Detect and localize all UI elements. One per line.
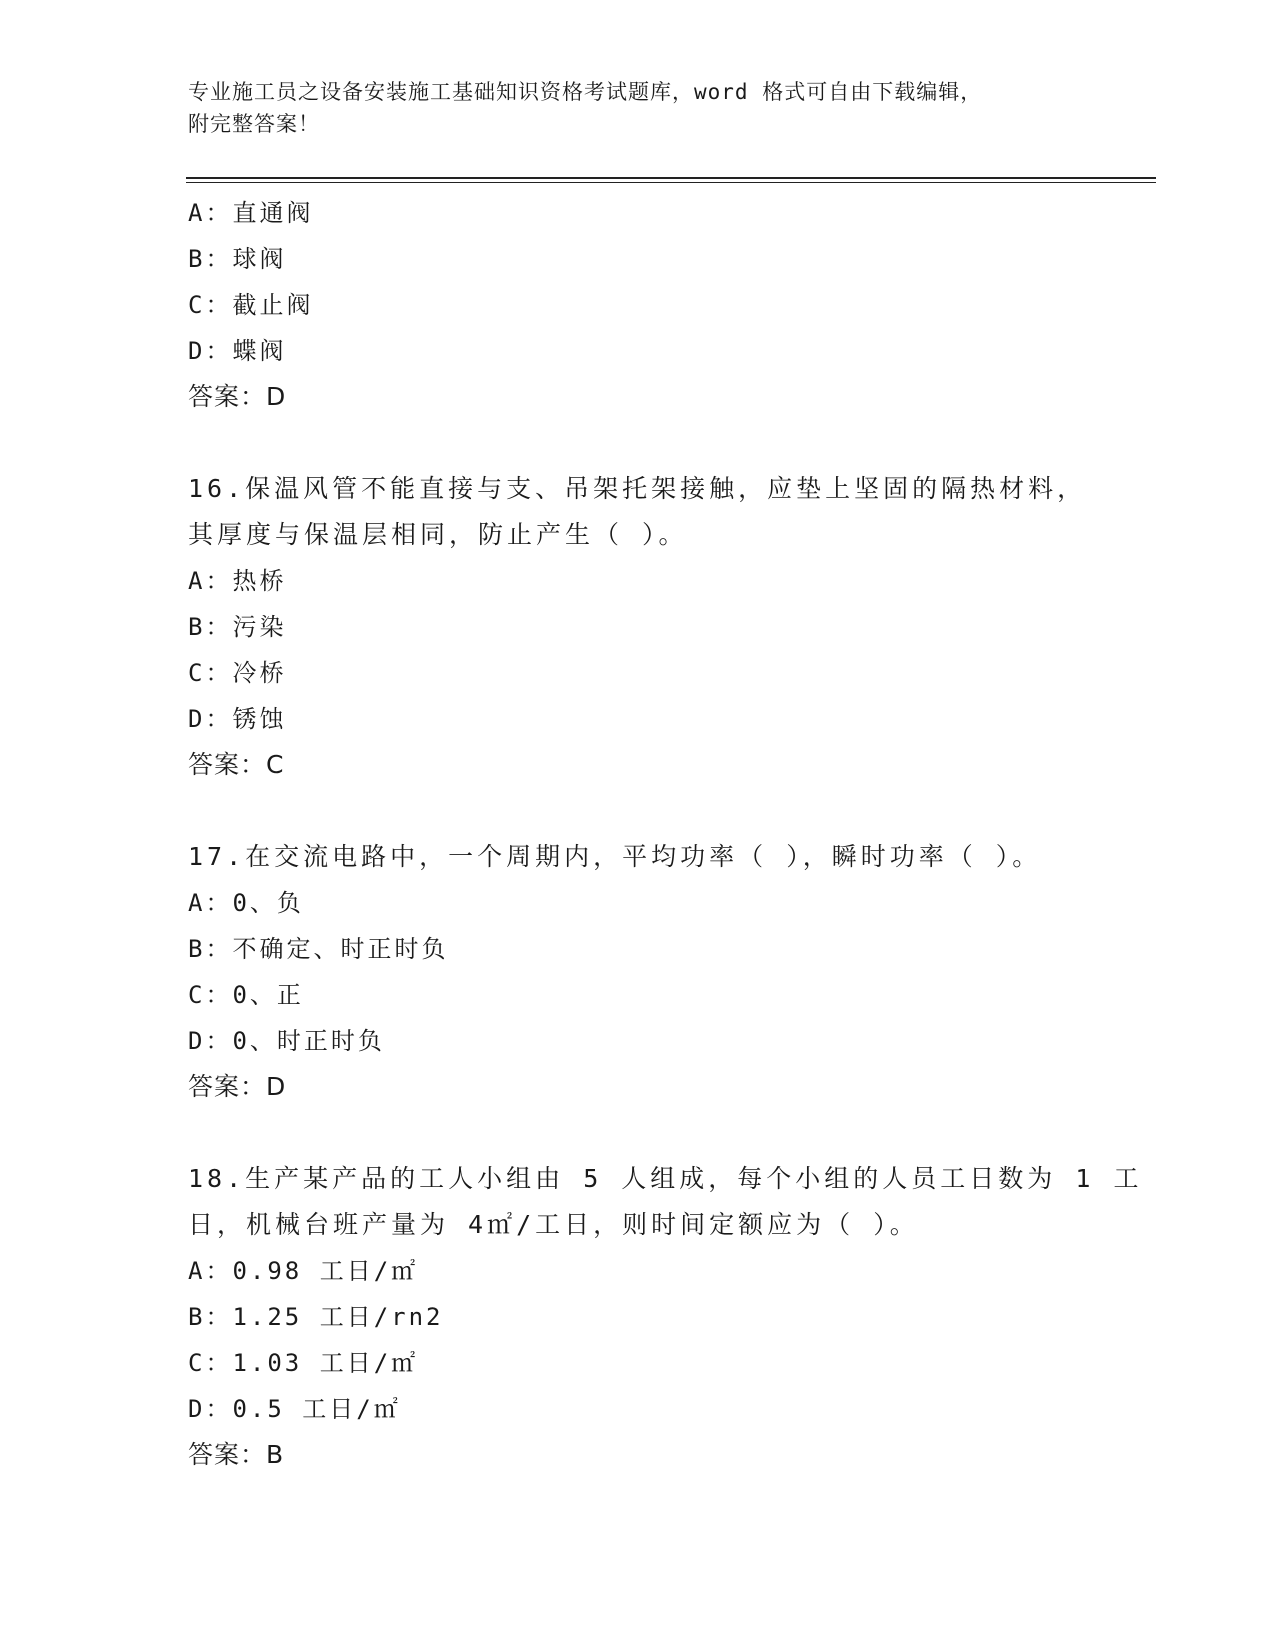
option-d: D：蝶阀 xyxy=(188,337,287,365)
document-header xyxy=(188,76,1088,140)
question-stem-line-2: 其厚度与保温层相同，防止产生（ ）。 xyxy=(188,520,688,549)
option-d: D：0.5 工日/㎡ xyxy=(188,1395,401,1423)
header-line-2: 附完整答案！ xyxy=(188,112,320,136)
option-c: C：截止阀 xyxy=(188,291,314,319)
header-divider xyxy=(186,177,1156,179)
header-divider-thin xyxy=(186,182,1156,183)
option-b: B：1.25 工日/rn2 xyxy=(188,1303,444,1331)
option-d: D：锈蚀 xyxy=(188,705,287,733)
option-a: A：直通阀 xyxy=(188,199,314,227)
question-list xyxy=(188,190,1143,1478)
option-c: C：冷桥 xyxy=(188,659,287,687)
answer: 答案：D xyxy=(188,382,287,411)
question-17 xyxy=(188,834,1128,1110)
option-a: A：0、负 xyxy=(188,889,304,917)
answer: 答案：D xyxy=(188,1072,287,1101)
option-d: D：0、时正时负 xyxy=(188,1027,385,1055)
question-stem-line-2: 日，机械台班产量为 4㎡/工日，则时间定额应为（ ）。 xyxy=(188,1210,919,1239)
question-16 xyxy=(188,466,1128,788)
question-stem-line-1: 18.生产某产品的工人小组由 5 人组成，每个小组的人员工日数为 1 工 xyxy=(188,1164,1143,1193)
option-c: C：0、正 xyxy=(188,981,304,1009)
answer: 答案：B xyxy=(188,1440,285,1469)
option-b: B：不确定、时正时负 xyxy=(188,935,449,963)
option-c: C：1.03 工日/㎡ xyxy=(188,1349,419,1377)
question-15 xyxy=(188,190,1128,420)
option-b: B：污染 xyxy=(188,613,287,641)
header-line-1: 专业施工员之设备安装施工基础知识资格考试题库，word 格式可自由下载编辑， xyxy=(188,80,983,104)
question-stem-line-1: 16.保温风管不能直接与支、吊架托架接触，应垫上坚固的隔热材料， xyxy=(188,474,1087,503)
option-b: B：球阀 xyxy=(188,245,287,273)
question-stem-line-1: 17.在交流电路中，一个周期内，平均功率（ ），瞬时功率（ ）。 xyxy=(188,842,1042,871)
option-a: A：热桥 xyxy=(188,567,287,595)
option-a: A：0.98 工日/㎡ xyxy=(188,1257,419,1285)
question-18 xyxy=(188,1156,1143,1478)
answer: 答案：C xyxy=(188,750,285,779)
